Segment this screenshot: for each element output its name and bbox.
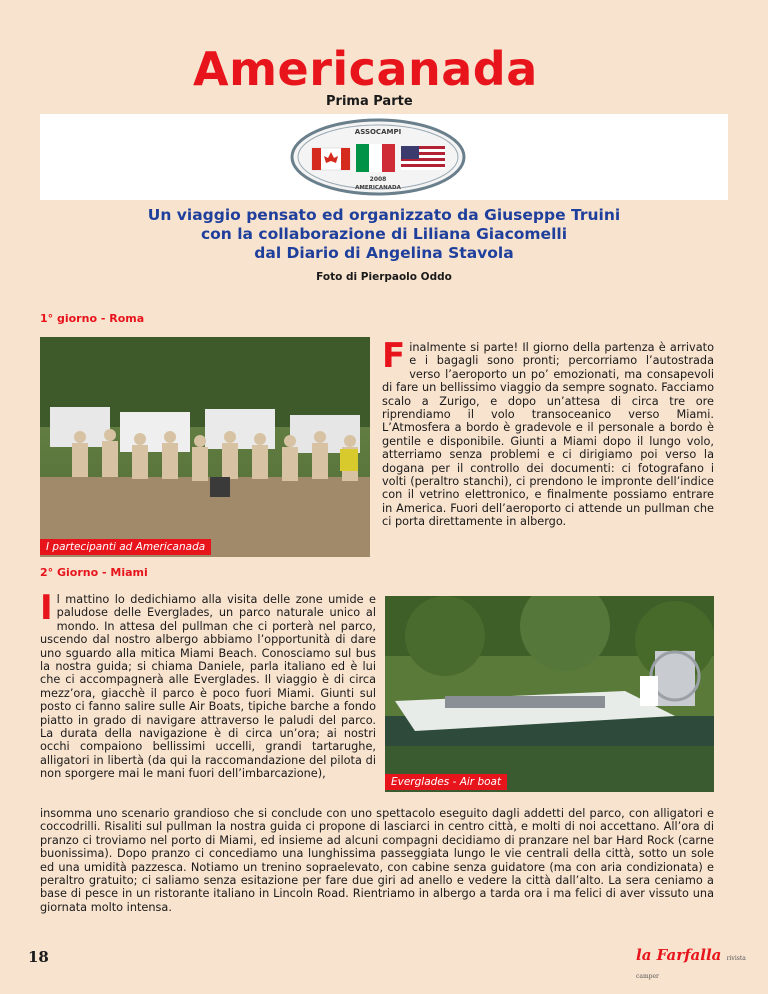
brand-name: Farfalla	[656, 946, 722, 964]
airboat-photo-caption: Everglades - Air boat	[385, 774, 507, 790]
logo-banner	[40, 114, 728, 200]
headline-line: dal Diario di Angelina Stavola	[254, 244, 514, 262]
logo-bottom-text: AMERICANADA	[355, 185, 401, 191]
day2-full-text: insomma uno scenario grandioso che si conclude con uno spettacolo eseguito dagli addetti del parco, con alligatori e coccodrilli. Risaliti sul pullman la nostra guida ci propone di lasciarci in centro città, e molti di noi accettano. All’ora di pranzo ci troviamo nel porto di Miami, ed insieme ad alcuni compagni decidiamo di pranzare nel bar Hard Rock (carne buonissima). Dopo pranzo ci concediamo una lunghissima passeggiata lungo le vie centrali della città, sotto un sole ed una umidità pazzesca. Notiamo un trenino sopraelevato, con cabine senza guidatore (ma con aria condizionata) e peraltro gratuito; ci saliamo senza esitazione per fare due giri ad anello e vedere la città dall’alto. La sera ceniamo a base di pesce in un ristorante italiano in Lincoln Road. Rientriamo in albergo a tarda ora i ma felici di aver vissuto una giornata molto intensa.	[40, 807, 714, 914]
headline-line: con la collaborazione di Liliana Giacomelli	[200, 225, 568, 243]
logo-top-text: ASSOCAMPI	[354, 128, 402, 136]
day2-heading: 2° Giorno - Miami	[40, 566, 148, 579]
article-title: Americanada	[193, 42, 538, 96]
dropcap: F	[382, 336, 406, 376]
page-number: 18	[28, 948, 49, 966]
headline-line: Un viaggio pensato ed organizzato da Giuseppe Truini	[147, 206, 621, 224]
day1-paragraph: inalmente si parte! Il giorno della partenza è arrivato e i bagagli sono pronti; percorriamo l’autostrada verso l’aeroporto un po’ emozionati, ma consapevoli di fare un bellissimo viaggio da sempre sognato. Facciamo scalo a Zurigo, e dopo un’attesa di circa tre ore riprendiamo il volo transoceanico verso Miami. L’Atmosfera a bordo è gradevole e il personale a bordo è gentile e disponibile. Giunti a Miami dopo il lungo volo, atterriamo senza problemi e ci dirigiamo poi verso la dogana per il controllo dei documenti: ci fotografano i volti (peraltro stanchi), ci prendono le impronte dell’indice con il vetrino elettronico, e finalmente possiamo entrare in America. Fuori dell’aeroporto ci attende un pullman che ci porta direttamente in albergo.	[382, 341, 714, 529]
article-subtitle: Prima Parte	[326, 94, 413, 109]
day1-heading: 1° giorno - Roma	[40, 312, 145, 325]
day2-column-paragraph: l mattino lo dedichiamo alla visita delle zone umide e paludose delle Everglades, un parco naturale unico al mondo. In attesa del pullman che ci porterà nel parco, uscendo dal nostro albergo abbiamo l’opportunità di dare uno sguardo alla mitica Miami Beach. Conosciamo sul bus la nostra guida; si chiama Daniele, parla italiano ed è lui che ci accompagnerà alle Everglades. Il viaggio è di circa mezz’ora, giacchè il parco è poco fuori Miami. Giunti sul posto ci fanno salire sulle Air Boats, tipiche barche a fondo piatto in grado di navigare attraverso le paludi del parco. La durata della navigazione è di circa un’ora; ai nostri occhi compaiono bellissimi uccelli, grandi tartarughe, alligatori in libertà (da qui la raccomandazione del pilota di non sporgere mai le mani fuori dell’imbarcazione),	[40, 593, 376, 781]
italy-flag-icon	[356, 144, 395, 172]
canada-flag-icon	[312, 148, 350, 170]
usa-flag-icon	[401, 146, 445, 170]
group-photo-caption: I partecipanti ad Americanada	[40, 539, 211, 555]
day2-column-text	[40, 588, 376, 781]
headline	[40, 206, 728, 263]
dropcap: I	[40, 588, 53, 628]
magazine-brand	[636, 946, 768, 982]
group-photo	[40, 337, 370, 557]
day1-text	[382, 336, 714, 529]
photo-credit: Foto di Pierpaolo Oddo	[316, 271, 452, 283]
brand-prefix: la	[636, 946, 652, 964]
americanada-logo	[290, 118, 466, 196]
airboat-photo	[385, 596, 714, 792]
brand-tagline: rivista camper	[636, 955, 746, 980]
logo-year: 2008	[369, 176, 387, 183]
